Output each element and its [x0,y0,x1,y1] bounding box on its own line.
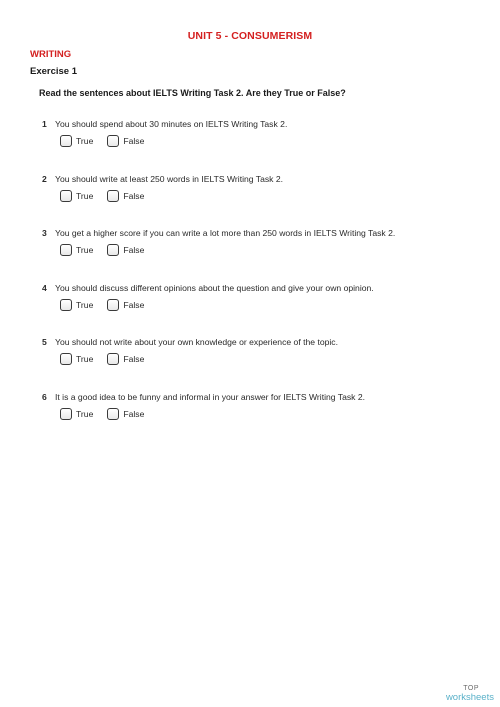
true-checkbox[interactable] [60,408,72,420]
section-title: WRITING [30,49,72,60]
answer-options [60,190,158,202]
question-line [42,282,462,294]
logo-bottom-text: worksheets [445,692,494,703]
option-false[interactable] [107,299,144,311]
true-checkbox[interactable] [60,353,72,365]
question-text: You should write at least 250 words in IELTS Writing Task 2. [55,173,284,184]
false-checkbox[interactable] [107,353,119,365]
answer-options [60,299,158,311]
question-item [42,391,462,446]
question-number: 5 [42,337,47,348]
true-label: True [76,136,94,146]
question-number: 2 [42,173,47,184]
false-checkbox[interactable] [107,190,119,202]
question-text: It is a good idea to be funny and informal in your answer for IELTS Writing Task 2. [55,391,366,402]
false-label: False [123,354,145,365]
option-false[interactable] [107,408,144,420]
question-item [42,336,462,391]
question-line [42,173,462,185]
false-checkbox[interactable] [107,135,119,147]
true-checkbox[interactable] [60,190,72,202]
exercise-title: Exercise 1 [30,66,78,77]
false-label: False [123,136,145,146]
false-checkbox[interactable] [107,408,119,420]
option-true[interactable] [60,190,93,202]
false-label: False [123,190,145,201]
option-false[interactable] [107,135,144,147]
true-label: True [76,354,94,365]
option-true[interactable] [60,244,93,256]
option-true[interactable] [60,299,93,311]
unit-title: UNIT 5 - CONSUMERISM [187,30,313,42]
answer-options [60,135,158,147]
question-line [42,391,462,403]
topworksheets-logo [446,684,494,702]
question-text: You should spend about 30 minutes on IELTS Writing Task 2. [55,119,288,129]
true-label: True [76,190,94,201]
false-checkbox[interactable] [107,244,119,256]
question-line [42,336,462,348]
option-false[interactable] [107,190,144,202]
question-number: 1 [42,119,47,129]
question-number: 6 [42,391,47,402]
instruction-text: Read the sentences about IELTS Writing Task 2. Are they True or False? [39,88,346,98]
question-item [42,282,462,337]
answer-options [60,353,158,365]
question-list [42,118,462,446]
false-label: False [123,299,145,310]
question-text: You should discuss different opinions about the question and give your own opinion. [55,282,374,293]
question-item [42,227,462,282]
question-text: You should not write about your own knowledge or experience of the topic. [55,337,338,348]
false-label: False [123,408,145,419]
true-label: True [76,299,94,310]
true-checkbox[interactable] [60,135,72,147]
question-number: 4 [42,282,47,293]
true-label: True [76,245,94,256]
logo-top-text: TOP [463,685,479,692]
question-text: You get a higher score if you can write a lot more than 250 words in IELTS Writing Task 2. [55,228,396,239]
true-checkbox[interactable] [60,299,72,311]
option-true[interactable] [60,135,93,147]
option-true[interactable] [60,408,93,420]
question-item [42,173,462,228]
option-false[interactable] [107,353,144,365]
true-label: True [76,408,94,419]
question-item [42,118,462,173]
false-checkbox[interactable] [107,299,119,311]
question-line [42,227,462,239]
question-line [42,118,462,130]
option-true[interactable] [60,353,93,365]
option-false[interactable] [107,244,144,256]
false-label: False [123,245,145,256]
answer-options [60,244,158,256]
true-checkbox[interactable] [60,244,72,256]
question-number: 3 [42,228,47,239]
answer-options [60,408,158,420]
